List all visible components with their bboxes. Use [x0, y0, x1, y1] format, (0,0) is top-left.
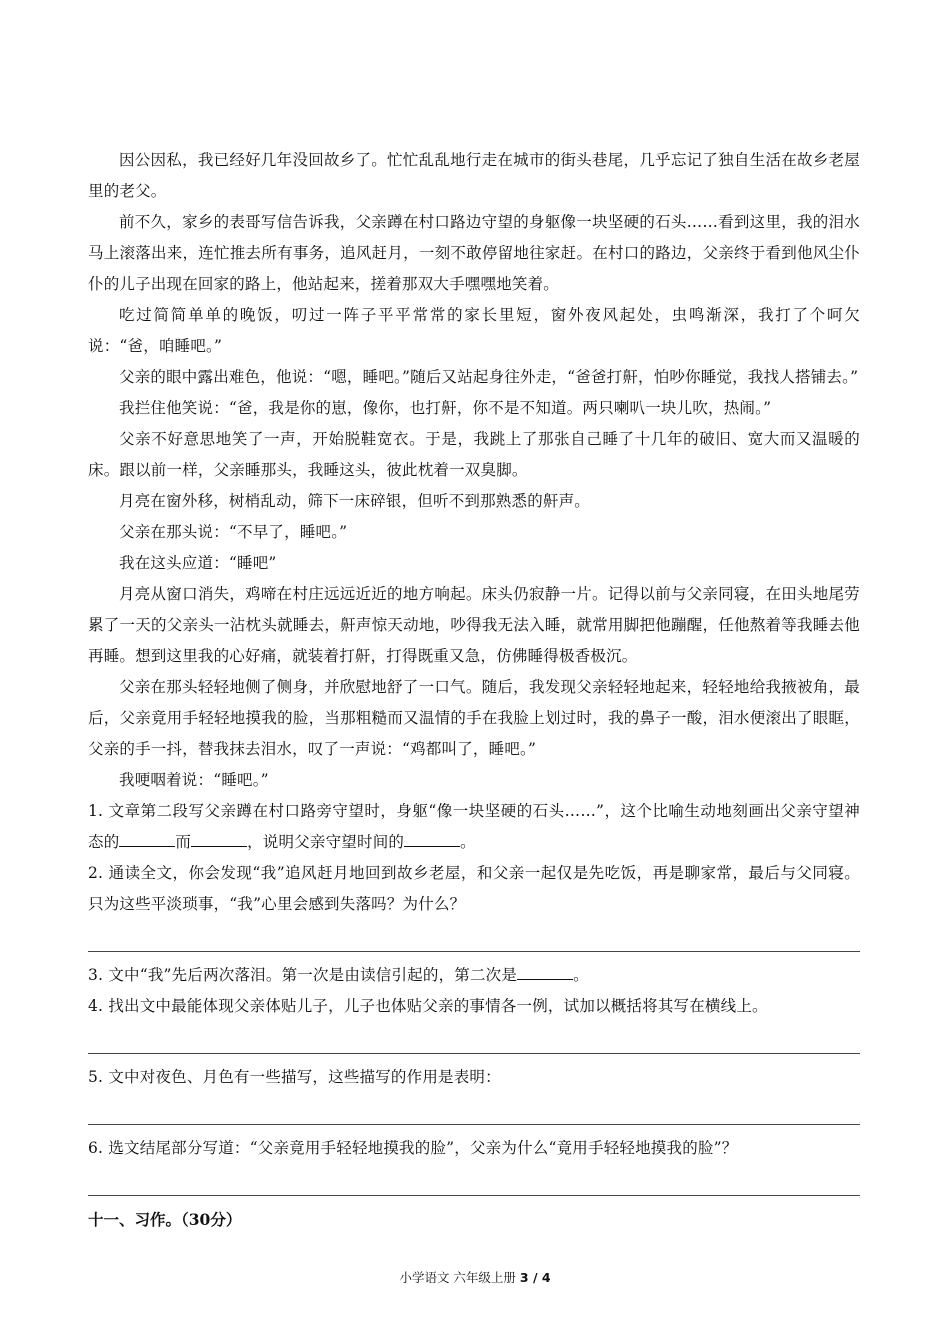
footer-subject: 小学语文 六年级上册	[399, 1270, 520, 1285]
question-4: 4. 找出文中最能体现父亲体贴儿子，儿子也体贴父亲的事情各一例，试加以概括将其写在横线上。	[88, 997, 768, 1015]
question-1-connector: 而	[175, 833, 192, 851]
worksheet-page	[88, 145, 860, 1235]
passage-paragraph-5: 我拦住他笑说：“爸，我是你的崽，像你，也打鼾，你不是不知道。两只喇叭一块儿吹，热闹。”	[119, 399, 772, 417]
footer-page-number: 3 / 4	[519, 1270, 551, 1285]
answer-blank-3[interactable]	[404, 832, 460, 847]
answer-line-5[interactable]	[88, 1093, 860, 1125]
question-3-end: 。	[573, 966, 589, 984]
section-heading-composition: 十一、习作。（30分）	[88, 1210, 242, 1229]
answer-blank-2[interactable]	[191, 832, 247, 847]
page-footer	[0, 1268, 950, 1286]
question-1-text-2: ，说明父亲守望时间的	[247, 833, 405, 851]
question-3-text: 3. 文中“我”先后两次落泪。第一次是由读信引起的，第二次是	[88, 966, 518, 984]
question-5: 5. 文中对夜色、月色有一些描写，这些描写的作用是表明：	[88, 1068, 501, 1086]
passage-paragraph-6: 父亲不好意思地笑了一声，开始脱鞋宽衣。于是，我跳上了那张自己睡了十几年的破旧、宽大而又温暖的床。跟以前一样，父亲睡那头，我睡这头，彼此枕着一双臭脚。	[88, 430, 860, 479]
passage-paragraph-8: 父亲在那头说：“不早了，睡吧。”	[119, 523, 348, 541]
passage-paragraph-9: 我在这头应道：“睡吧”	[119, 554, 277, 572]
question-2: 2. 通读全文，你会发现“我”追风赶月地回到故乡老屋，和父亲一起仅是先吃饭，再是聊家常，最后与父同寝。只为这些平淡琐事，“我”心里会感到失落吗？为什么？	[88, 864, 860, 913]
question-6: 6. 选文结尾部分写道：“父亲竟用手轻轻地摸我的脸”，父亲为什么“竟用手轻轻地摸我的脸”？	[88, 1139, 738, 1157]
question-1-text: 1. 文章第二段写父亲蹲在村口路旁守望时，身躯“像一块坚硬的石头……”，这个比喻生动地刻画出父亲守望神态的	[88, 802, 860, 851]
passage-paragraph-3: 吃过简简单单的晚饭，叨过一阵子平平常常的家长里短，窗外夜风起处，虫鸣渐深，我打了个呵欠说：“爸，咱睡吧。”	[88, 306, 860, 355]
question-1	[88, 796, 860, 858]
passage-paragraph-4: 父亲的眼中露出难色，他说：“嗯，睡吧。”随后又站起身往外走，“爸爸打鼾，怕吵你睡觉，我找人搭铺去。”	[119, 368, 859, 386]
question-list	[88, 796, 860, 1196]
answer-blank-1[interactable]	[119, 832, 175, 847]
passage-paragraph-1: 因公因私，我已经好几年没回故乡了。忙忙乱乱地行走在城市的街头巷尾，几乎忘记了独自生活在故乡老屋里的老父。	[88, 151, 860, 200]
reading-passage	[88, 145, 860, 796]
answer-blank-4[interactable]	[517, 965, 573, 980]
question-1-end: 。	[460, 833, 476, 851]
passage-paragraph-12: 我哽咽着说：“睡吧。”	[119, 771, 269, 789]
question-3	[88, 960, 860, 991]
passage-paragraph-2: 前不久，家乡的表哥写信告诉我，父亲蹲在村口路边守望的身躯像一块坚硬的石头……看到这里，我的泪水马上滚落出来，连忙推去所有事务，追风赶月，一刻不敢停留地往家赶。在村口的路边，父亲终于看到他风尘仆仆的儿子出现在回家的路上，他站起来，搓着那双大手嘿嘿地笑着。	[88, 213, 860, 293]
answer-line-4[interactable]	[88, 1022, 860, 1054]
passage-paragraph-10: 月亮从窗口消失，鸡啼在村庄远远近近的地方响起。床头仍寂静一片。记得以前与父亲同寝，在田头地尾劳累了一天的父亲头一沾枕头就睡去，鼾声惊天动地，吵得我无法入睡，就常用脚把他蹦醒，任他熬着等我睡去他再睡。想到这里我的心好痛，就装着打鼾，打得既重又急，仿佛睡得极香极沉。	[88, 585, 860, 665]
passage-paragraph-7: 月亮在窗外移，树梢乱动，筛下一床碎银，但听不到那熟悉的鼾声。	[119, 492, 591, 510]
passage-paragraph-11: 父亲在那头轻轻地侧了侧身，并欣慰地舒了一口气。随后，我发现父亲轻轻地起来，轻轻地给我掖被角，最后，父亲竟用手轻轻地摸我的脸，当那粗糙而又温情的手在我脸上划过时，我的鼻子一酸，泪水便滚出了眼眶，父亲的手一抖，替我抹去泪水，叹了一声说：“鸡都叫了，睡吧。”	[88, 678, 860, 758]
answer-line-2[interactable]	[88, 920, 860, 952]
answer-line-6[interactable]	[88, 1164, 860, 1196]
